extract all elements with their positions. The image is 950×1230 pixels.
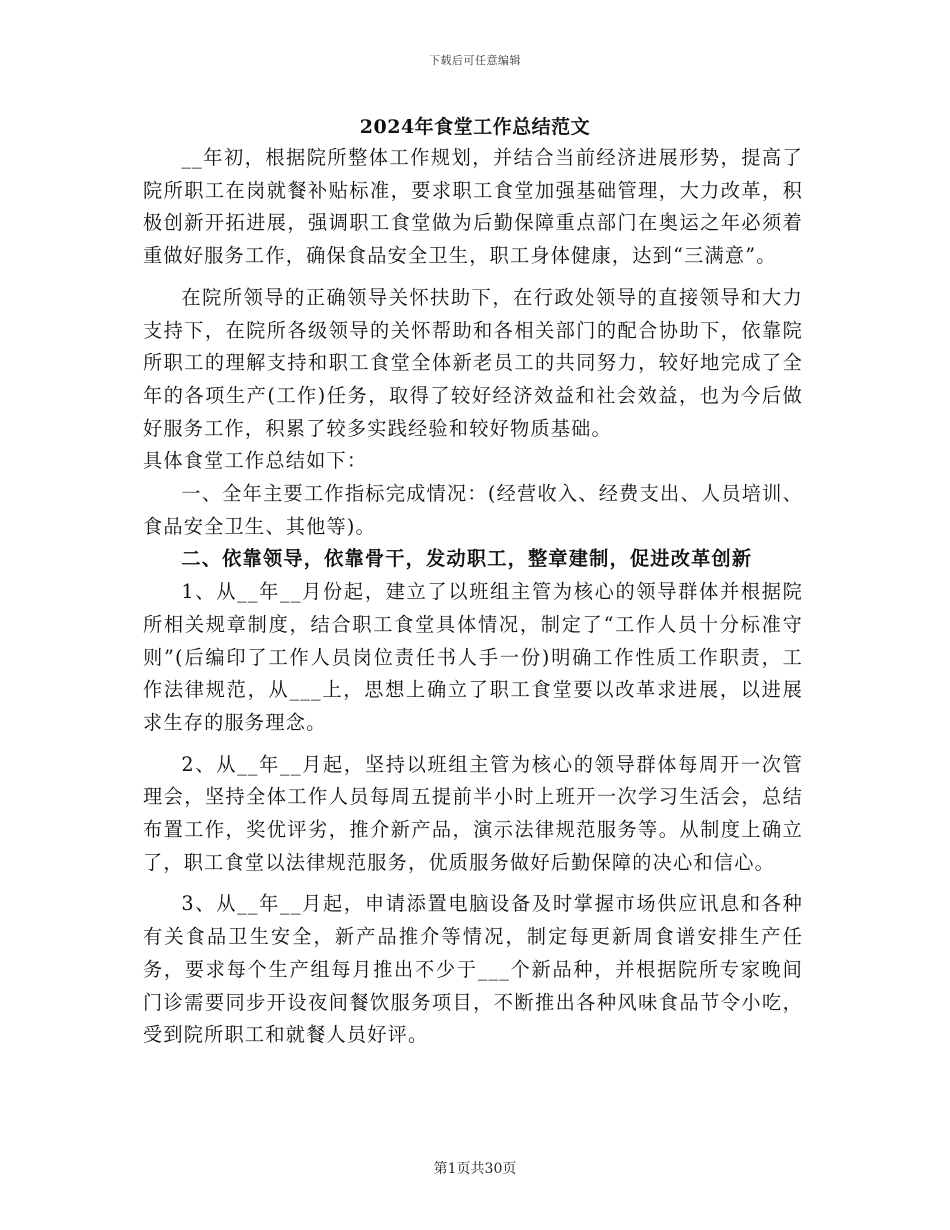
paragraph-item-1: 1、从__年__月份起，建立了以班组主管为核心的领导群体并根据院所相关规章制度，结合职工食堂具体情况，制定了“工作人员十分标准守则”(后编印了工作人员岗位责任书人手一份)明确工作性质工作职责，工作法律规范，从___上，思想上确立了职工食堂要以改革求进展，以进展求生存的服务理念。 <box>143 580 803 734</box>
document-title: 2024年食堂工作总结范文 <box>359 116 591 138</box>
document-body <box>143 142 803 1052</box>
paragraph-intro: __年初，根据院所整体工作规划，并结合当前经济进展形势，提高了院所职工在岗就餐补贴标准，要求职工食堂加强基础管理，大力改革，积极创新开拓进展，强调职工食堂做为后勤保障重点部门在奥运之年必须着重做好服务工作，确保食品安全卫生，职工身体健康，达到“三满意”。 <box>143 146 803 268</box>
paragraph-item-2: 2、从__年__月起，坚持以班组主管为核心的领导群体每周开一次管理会，坚持全体工作人员每周五提前半小时上班开一次学习生活会，总结布置工作，奖优评劣，推介新产品，演示法律规范服务等。从制度上确立了，职工食堂以法律规范服务，优质服务做好后勤保障的决心和信心。 <box>143 752 803 874</box>
paragraph-item-3: 3、从__年__月起，申请添置电脑设备及时掌握市场供应讯息和各种有关食品卫生安全，新产品推介等情况，制定每更新周食谱安排生产任务，要求每个生产组每月推出不少于___个新品种，并根据院所专家晚间门诊需要同步开设夜间餐饮服务项目，不断推出各种风味食品节令小吃，受到院所职工和就餐人员好评。 <box>143 892 803 1047</box>
paragraph-summary-lead: 具体食堂工作总结如下： <box>143 449 368 473</box>
header-note: 下载后可任意编辑 <box>429 54 521 67</box>
section-heading-two: 二、依靠领导，依靠骨干，发动职工，整章建制，促进改革创新 <box>181 547 753 571</box>
page-footer: 第1页共30页 <box>433 1161 517 1177</box>
paragraph-section-one: 一、全年主要工作指标完成情况：(经营收入、经费支出、人员培训、食品安全卫生、其他等)。 <box>143 482 803 538</box>
paragraph-support: 在院所领导的正确领导关怀扶助下，在行政处领导的直接领导和大力支持下，在院所各级领导的关怀帮助和各相关部门的配合协助下，依靠院所职工的理解支持和职工食堂全体新老员工的共同努力，较好地完成了全年的各项生产(工作)任务，取得了较好经济效益和社会效益，也为今后做好服务工作，积累了较多实践经验和较好物质基础。 <box>143 285 803 440</box>
